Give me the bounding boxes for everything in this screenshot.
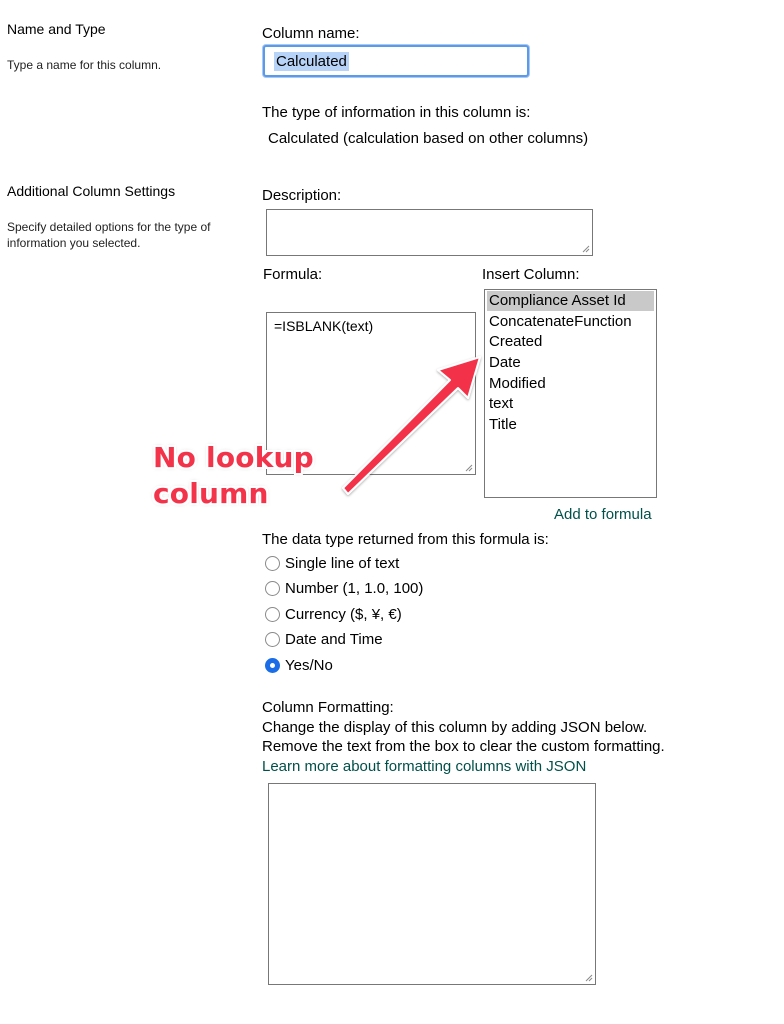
column-formatting-title: Column Formatting: [262, 699, 394, 716]
column-name-input[interactable] [263, 45, 529, 77]
column-type-value: Calculated (calculation based on other columns) [268, 130, 589, 147]
insert-column-listbox[interactable] [484, 289, 657, 498]
column-option-compliance-asset-id[interactable]: Compliance Asset Id [487, 291, 654, 311]
radio-label: Currency ($, ¥, €) [285, 605, 402, 623]
return-type-radio-group [265, 553, 423, 675]
radio-option-currency[interactable] [265, 604, 423, 624]
column-option-text[interactable]: text [489, 395, 514, 412]
learn-more-json-link[interactable]: Learn more about formatting columns with JSON [262, 758, 587, 775]
additional-settings-description-line-2: information you selected. [7, 236, 141, 250]
column-option-date[interactable]: Date [489, 354, 521, 371]
column-option-title[interactable]: Title [489, 416, 517, 433]
radio-button-checked[interactable] [265, 658, 280, 673]
column-option-created[interactable]: Created [489, 333, 543, 350]
radio-label: Single line of text [285, 554, 400, 572]
radio-option-date-time[interactable] [265, 630, 423, 650]
name-type-section-description: Type a name for this column. [7, 58, 162, 72]
radio-button[interactable] [265, 556, 280, 571]
radio-button[interactable] [265, 607, 280, 622]
return-type-label: The data type returned from this formula is: [262, 531, 549, 548]
resize-grip-icon[interactable] [584, 973, 593, 982]
column-name-value: Calculated [276, 53, 347, 70]
column-option-concatenatefunction[interactable]: ConcatenateFunction [489, 313, 632, 330]
column-type-label: The type of information in this column is: [262, 104, 531, 121]
column-formatting-line-1: Change the display of this column by adding JSON below. [262, 719, 648, 736]
radio-label: Date and Time [285, 631, 383, 648]
annotation-line-2: column [153, 477, 269, 510]
column-name-label: Column name: [262, 25, 360, 42]
additional-settings-description-line-1: Specify detailed options for the type of [7, 220, 211, 234]
additional-settings-section-title: Additional Column Settings [7, 183, 176, 199]
radio-label: Yes/No [285, 656, 333, 674]
column-option-modified[interactable]: Modified [489, 375, 546, 392]
add-to-formula-link[interactable]: Add to formula [554, 506, 652, 523]
annotation-line-1: No lookup [153, 441, 314, 474]
radio-button[interactable] [265, 581, 280, 596]
description-textarea[interactable] [266, 209, 593, 256]
annotation-arrow-icon [330, 345, 490, 505]
formula-label: Formula: [263, 266, 323, 283]
column-formatting-line-2: Remove the text from the box to clear the custom formatting. [262, 738, 665, 755]
description-label: Description: [262, 187, 342, 204]
radio-option-yes-no[interactable] [265, 655, 423, 675]
insert-column-label: Insert Column: [482, 266, 580, 283]
name-type-section-title: Name and Type [7, 21, 106, 37]
resize-grip-icon[interactable] [581, 244, 590, 253]
radio-label: Number (1, 1.0, 100) [285, 580, 424, 597]
annotation-label [153, 440, 314, 512]
json-formatting-textarea[interactable] [268, 783, 596, 985]
radio-button[interactable] [265, 632, 280, 647]
radio-option-single-line[interactable] [265, 553, 423, 573]
formula-value: =ISBLANK(text) [274, 318, 374, 334]
radio-option-number[interactable] [265, 579, 423, 599]
